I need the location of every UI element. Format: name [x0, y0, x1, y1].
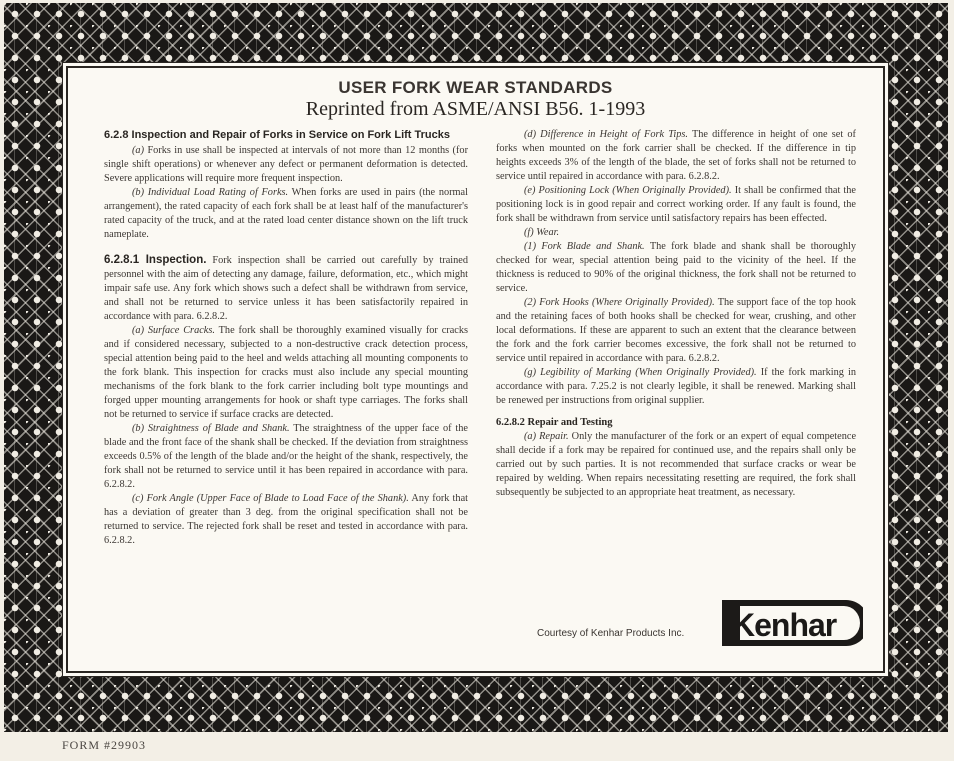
left-column: [104, 128, 468, 548]
kenhar-logo: [718, 598, 863, 648]
para-straightness: [104, 422, 468, 492]
section-6-2-8-2-heading: 6.2.8.2 Repair and Testing: [496, 417, 613, 428]
para-fork-angle: [104, 492, 468, 548]
form-number: FORM #29903: [62, 738, 147, 752]
para-wear-label: (f) Wear.: [524, 227, 560, 238]
para-blade-shank: [496, 240, 856, 296]
para-positioning-lock-label: (e) Positioning Lock (When Originally Provided).: [524, 185, 732, 196]
para-a-text: Forks in use shall be inspected at intervals of not more than 12 months (for single shift operations) or whenever any defect or permanent deformation is detected. Severe applications will require more frequent inspection.: [104, 145, 468, 184]
para-legibility-text: If the fork marking in accordance with para. 7.25.2 is not clearly legible, it shall be renewed. Marking shall be renewed per instructions from original supplier.: [496, 367, 856, 406]
kenhar-logo-text: Kenhar: [732, 607, 837, 643]
para-a: [104, 144, 468, 186]
section-6-2-8-1-text: Fork inspection shall be carried out carefully by trained personnel with the aim of detecting any damage, failure, deformation, etc., which might impair safe use. Any fork which shows such a defect shall be withdrawn from service, and shall not be returned to service unless it has been satisfactorily repaired in accordance with para. 6.2.8.2.: [104, 255, 468, 322]
para-wear: [496, 226, 856, 240]
para-legibility-label: (g) Legibility of Marking (When Originally Provided).: [524, 367, 757, 378]
para-b-text: When forks are used in pairs (the normal arrangement), the rated capacity of each fork shall be at least half of the manufacturer's rated capacity of the truck, and at the rated load center distance shown on the lift truck nameplate.: [104, 187, 468, 240]
para-fork-angle-label: (c) Fork Angle (Upper Face of Blade to Load Face of the Shank).: [132, 493, 409, 504]
para-a-label: (a): [132, 145, 145, 156]
para-positioning-lock-text: It shall be confirmed that the positioning lock is in good repair and correct working order. If any fault is found, the fork shall be withdrawn from service until satisfactory repairs has been effected.: [496, 185, 857, 224]
para-repair-text: Only the manufacturer of the fork or an expert of equal competence shall decide if a fork may be repaired for continued use, and the repairs shall only be carried out by such parties. It is not recommended that surface cracks or wear be repaired by welding. When repairs necessitating resetting are required, the fork shall subsequently be subjected to an appropriate heat treatment, as necessary.: [496, 431, 857, 498]
para-straightness-text: The straightness of the upper face of the blade and the front face of the shank shall be checked. If the deviation from straightness exceeds 0.5% of the length of the blade and/or the height of the shank, respectively, the fork shall not be returned to service until it has been repaired in accordance with para. 6.2.8.2.: [104, 423, 468, 490]
page-subtitle: Reprinted from ASME/ANSI B56. 1-1993: [305, 98, 646, 120]
para-fork-hooks-text: The support face of the top hook and the retaining faces of both hooks shall be checked for wear, crushing, and other local deformations. If these are apparent to such an extent that the clearance between the fork and the fork carrier becomes excessive, the fork shall not be returned to service until repaired in accordance with para. 6.2.8.2.: [496, 297, 857, 364]
para-surface-cracks-text: The fork shall be thoroughly examined visually for cracks and if considered necessary, subjected to a non-destructive crack detection process, special attention being paid to the heel and welds attaching all mounting components to the fork blank. This inspection for cracks must also include any special mounting mechanisms of the fork blank to the fork carrier including bolt type mountings and forged upper mounting arrangements for hook or shaft type carriages. The forks shall not be returned to service if surface cracks are detected.: [104, 325, 469, 420]
para-straightness-label: (b) Straightness of Blade and Shank.: [132, 423, 290, 434]
courtesy-line: Courtesy of Kenhar Products Inc.: [537, 628, 685, 639]
para-surface-cracks: [104, 324, 468, 422]
para-fork-angle-text: Any fork that has a deviation of greater than 3 deg. from the original specification shall not be returned to service. The rejected fork shall be reset and tested in accordance with para. 6.2.8.2.: [104, 493, 468, 546]
section-6-2-8-1: [104, 253, 468, 324]
para-legibility: [496, 366, 856, 408]
right-column: [496, 128, 856, 500]
para-blade-shank-text: The fork blade and shank shall be thoroughly checked for wear, special attention being paid to the vicinity of the heel. If the thickness is reduced to 90% of the original thickness, the fork shall not be returned to service.: [496, 241, 856, 294]
page-title: USER FORK WEAR STANDARDS: [338, 78, 613, 97]
para-fork-hooks-label: (2) Fork Hooks (Where Originally Provided).: [524, 297, 715, 308]
para-positioning-lock: [496, 184, 856, 226]
para-tip-height-label: (d) Difference in Height of Fork Tips.: [524, 129, 688, 140]
section-6-2-8-heading: 6.2.8 Inspection and Repair of Forks in Service on Fork Lift Trucks: [104, 129, 450, 141]
para-blade-shank-label: (1) Fork Blade and Shank.: [524, 241, 645, 252]
para-tip-height: [496, 128, 856, 184]
para-b-label: (b) Individual Load Rating of Forks.: [132, 187, 289, 198]
para-tip-height-text: The difference in height of one set of forks when mounted on the fork carrier shall be checked. If the difference in tip heights exceeds 3% of the length of the blade, the set of forks shall not be returned to service until repaired in accordance with para. 6.2.8.2.: [496, 129, 856, 182]
para-surface-cracks-label: (a) Surface Cracks.: [132, 325, 215, 336]
para-b: [104, 186, 468, 242]
para-repair: [496, 430, 856, 500]
para-fork-hooks: [496, 296, 856, 366]
section-6-2-8-1-heading: 6.2.8.1 Inspection.: [104, 254, 207, 266]
content-panel: [66, 66, 885, 673]
para-repair-label: (a) Repair.: [524, 431, 569, 442]
